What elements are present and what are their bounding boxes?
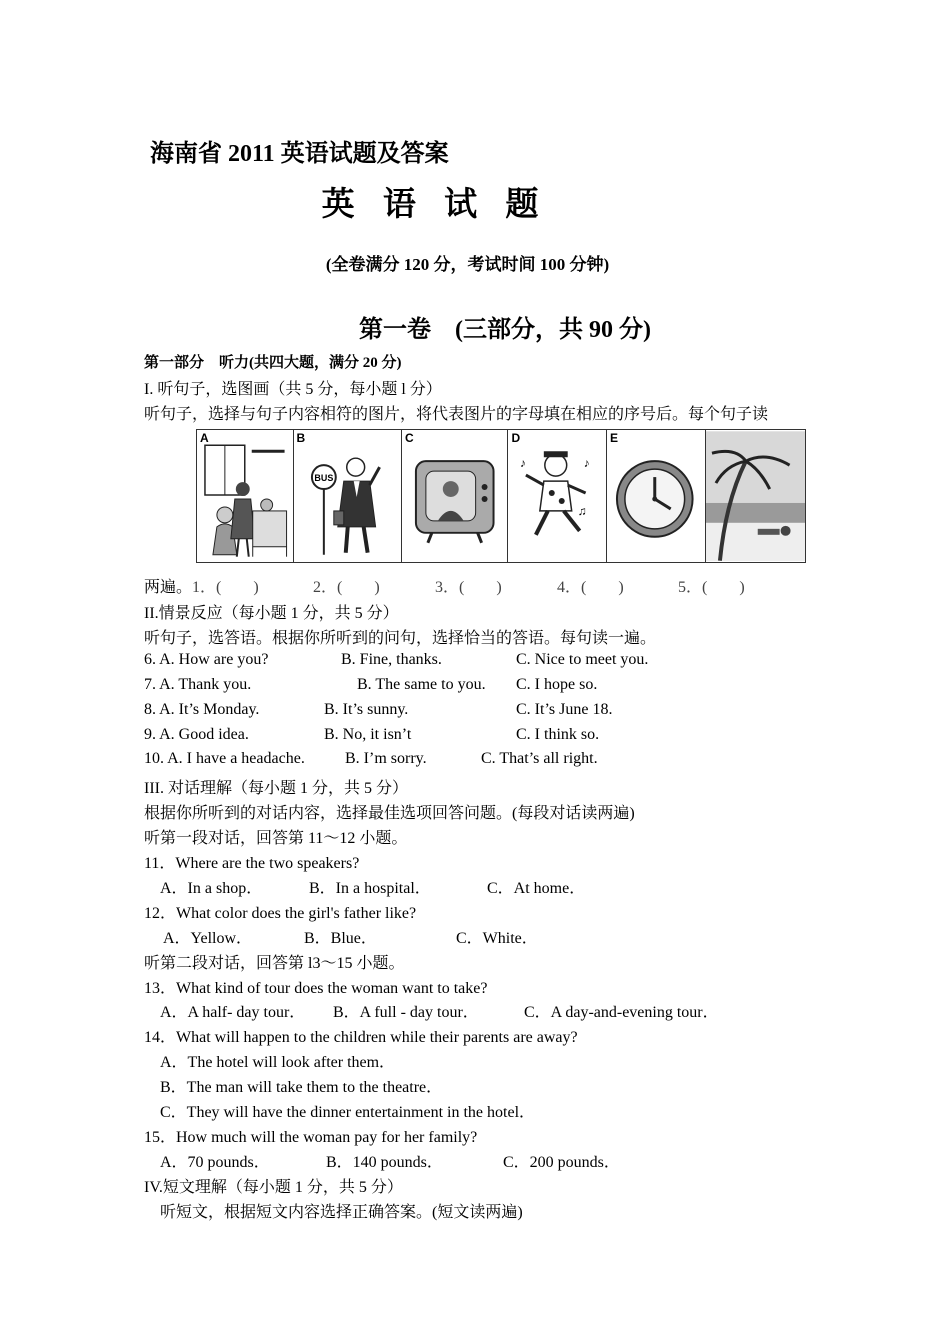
sec1-instruction: 听句子，选择与句子内容相符的图片，将代表图片的字母填在相应的序号后。每个句子读 bbox=[144, 406, 769, 423]
q14-option-a: A．The hotel will look after them． bbox=[160, 1054, 396, 1071]
picture-letter: D bbox=[511, 431, 521, 445]
picture-strip bbox=[196, 429, 806, 563]
q6-option-a: 6. A. How are you? bbox=[144, 651, 269, 668]
clock-icon bbox=[607, 430, 705, 562]
q10-option-b: B. I’m sorry. bbox=[345, 750, 427, 767]
q11-option-b: B．In a hospital． bbox=[309, 880, 431, 897]
q9-option-c: C. I think so. bbox=[516, 726, 600, 743]
q11-option-a: A．In a shop． bbox=[160, 880, 263, 897]
television-icon bbox=[402, 430, 507, 562]
sec2-title: II.情景反应（每小题 1 分，共 5 分） bbox=[144, 605, 399, 622]
score-note: (全卷满分 120 分，考试时间 100 分钟) bbox=[325, 255, 610, 274]
picture-letter: E bbox=[609, 431, 618, 445]
sec4-instruction: 听短文，根据短文内容选择正确答案。(短文读两遍) bbox=[160, 1204, 523, 1221]
q10-option-c: C. That’s all right. bbox=[481, 750, 598, 767]
q11-question: 11．Where are the two speakers? bbox=[144, 855, 360, 872]
sec3-title: III. 对话理解（每小题 1 分，共 5 分） bbox=[144, 780, 408, 797]
q14-option-b: B．The man will take them to the theatre． bbox=[160, 1079, 443, 1096]
q12-option-b: B．Blue． bbox=[304, 930, 377, 947]
q9-option-b: B. No, it isn’t bbox=[324, 726, 412, 743]
answer-blank-3[interactable]: 3．( ) bbox=[435, 579, 502, 596]
sec3-instruction: 根据你所听到的对话内容，选择最佳选项回答问题。(每段对话读两遍) bbox=[144, 805, 635, 822]
sec2-instruction: 听句子，选答语。根据你所听到的问句，选择恰当的答语。每句读一遍。 bbox=[144, 630, 657, 647]
q13-question: 13．What kind of tour does the woman want to take? bbox=[144, 980, 488, 997]
picture-letter: C bbox=[405, 431, 414, 445]
q8-option-b: B. It’s sunny. bbox=[324, 701, 409, 718]
picture-letter: A bbox=[200, 431, 209, 445]
svg-text:♪: ♪ bbox=[520, 456, 527, 471]
q15-option-a: A．70 pounds． bbox=[160, 1154, 270, 1171]
q12-option-a: A．Yellow． bbox=[163, 930, 253, 947]
sec4-title: IV.短文理解（每小题 1 分，共 5 分） bbox=[144, 1179, 403, 1196]
q15-option-b: B．140 pounds． bbox=[326, 1154, 443, 1171]
picture-letter: B bbox=[296, 431, 306, 445]
q8-option-c: C. It’s June 18. bbox=[516, 701, 613, 718]
q13-option-b: B．A full - day tour． bbox=[333, 1004, 479, 1021]
answer-blank-4[interactable]: 4．( ) bbox=[557, 579, 624, 596]
q9-option-a: 9. A. Good idea. bbox=[144, 726, 249, 743]
volume-title: 第一卷 (三部分，共 90 分) bbox=[359, 317, 651, 343]
read-twice: 两遍。 bbox=[144, 579, 193, 596]
picture-a bbox=[197, 430, 294, 562]
bus-stop-man-icon bbox=[294, 430, 401, 562]
q6-option-b: B. Fine, thanks. bbox=[341, 651, 442, 668]
q13-option-a: A．A half- day tour． bbox=[160, 1004, 306, 1021]
part1-title: 第一部分 听力(共四大题，满分 20 分) bbox=[144, 355, 402, 371]
document-title: 海南省 2011 英语试题及答案 bbox=[150, 141, 449, 167]
svg-text:♪: ♪ bbox=[584, 456, 591, 471]
dialog1-instruction: 听第一段对话，回答第 11～12 小题。 bbox=[144, 830, 408, 847]
dancing-singing-icon bbox=[508, 430, 606, 562]
q13-option-c: C．A day-and-evening tour． bbox=[524, 1004, 719, 1021]
answer-blank-2[interactable]: 2．( ) bbox=[313, 579, 380, 596]
svg-text:BUS: BUS bbox=[313, 473, 333, 484]
q7-option-a: 7. A. Thank you. bbox=[144, 676, 252, 693]
beach-palm-icon bbox=[706, 430, 806, 562]
q12-question: 12．What color does the girl's father like? bbox=[144, 905, 417, 922]
q6-option-c: C. Nice to meet you. bbox=[516, 651, 649, 668]
q11-option-c: C．At home． bbox=[487, 880, 586, 897]
q10-option-a: 10. A. I have a headache. bbox=[144, 750, 305, 767]
svg-text:♫: ♫ bbox=[578, 503, 588, 518]
q15-question: 15．How much will the woman pay for her family? bbox=[144, 1129, 478, 1146]
picture-d bbox=[508, 430, 607, 562]
picture-c bbox=[402, 430, 508, 562]
q8-option-a: 8. A. It’s Monday. bbox=[144, 701, 260, 718]
picture-b bbox=[294, 430, 402, 562]
q7-option-c: C. I hope so. bbox=[516, 676, 598, 693]
sec1-title: I. 听句子，选图画（共 5 分，每小题 l 分） bbox=[144, 381, 442, 398]
hospital-visit-icon bbox=[197, 430, 293, 562]
q7-option-b: B. The same to you. bbox=[357, 676, 486, 693]
answer-blank-1[interactable]: 1．( ) bbox=[192, 579, 259, 596]
main-title: 英 语 试 题 bbox=[321, 187, 549, 223]
answer-blank-5[interactable]: 5．( ) bbox=[678, 579, 745, 596]
q15-option-c: C．200 pounds． bbox=[503, 1154, 620, 1171]
q14-question: 14．What will happen to the children while their parents are away? bbox=[144, 1029, 578, 1046]
q12-option-c: C．White． bbox=[456, 930, 538, 947]
q14-option-c: C．They will have the dinner entertainment in the hotel． bbox=[160, 1104, 536, 1121]
dialog2-instruction: 听第二段对话，回答第 l3～15 小题。 bbox=[144, 955, 405, 972]
picture-f bbox=[706, 430, 806, 562]
picture-e bbox=[607, 430, 706, 562]
